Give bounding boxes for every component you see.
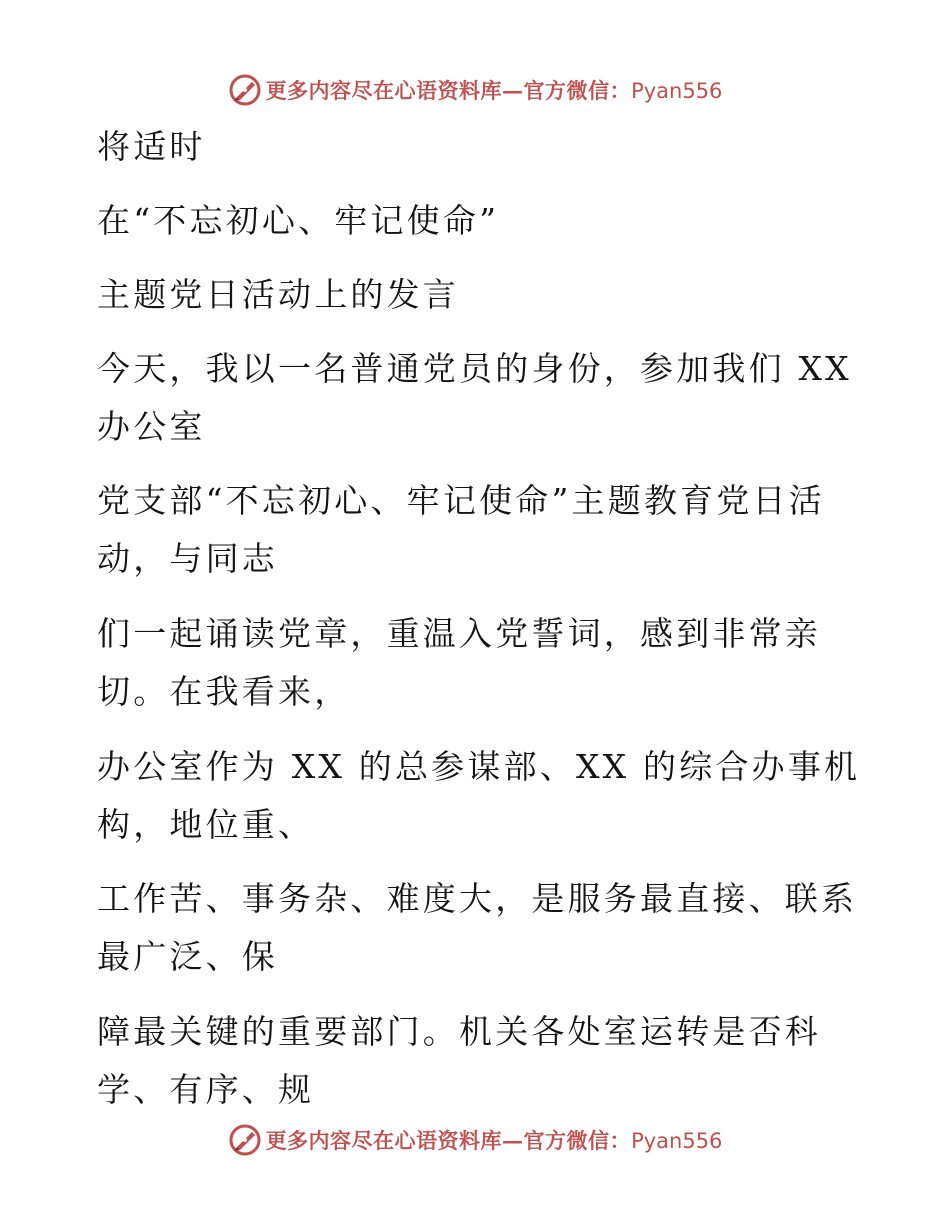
body-line: 最广泛、保 [97, 937, 278, 976]
body-line: 构，地位重、 [97, 805, 315, 844]
footer-banner-handle: Pyan556 [631, 1129, 723, 1153]
footer-banner [0, 1118, 950, 1162]
body-line: 们一起诵读党章，重温入党誓词，感到非常亲 [97, 614, 821, 653]
body-line: 切。在我看来， [97, 672, 351, 711]
body-line: 办公室作为 XX 的总参谋部、XX 的综合办事机 [97, 747, 861, 786]
body-line: 将适时 [97, 127, 206, 166]
footer-banner-text: 更多内容尽在心语资料库—官方微信： [265, 1128, 632, 1153]
body-line: 办公室 [97, 407, 206, 446]
body-line: 障最关键的重要部门。机关各处室运转是否科 [97, 1012, 821, 1051]
quill-pen-seal-icon [228, 1123, 262, 1157]
body-line: 今天，我以一名普通党员的身份，参加我们 XX [97, 349, 852, 388]
header-banner-handle: Pyan556 [631, 79, 723, 103]
body-line: 工作苦、事务杂、难度大，是服务最直接、联系 [97, 879, 858, 918]
body-line: 主题党日活动上的发言 [97, 275, 459, 314]
body-line: 学、有序、规 [97, 1070, 315, 1109]
body-line: 在“不忘初心、牢记使命” [97, 201, 500, 240]
header-banner-text: 更多内容尽在心语资料库—官方微信： [265, 78, 632, 103]
body-line: 动，与同志 [97, 539, 278, 578]
body-line: 党支部“不忘初心、牢记使命”主题教育党日活 [97, 481, 825, 520]
